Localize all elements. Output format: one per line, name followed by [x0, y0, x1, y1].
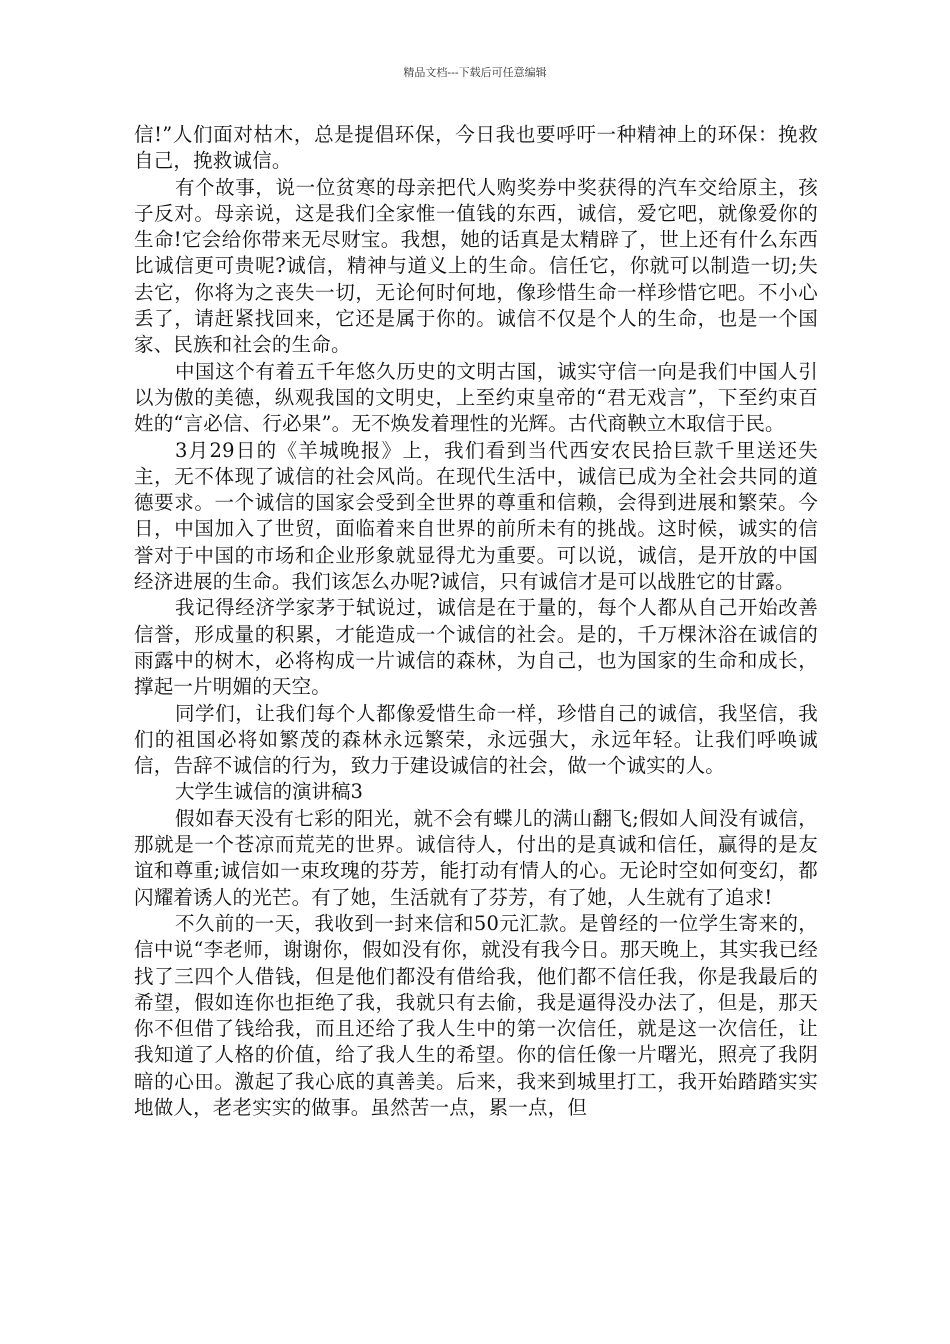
section-title: 大学生诚信的演讲稿3 [174, 780, 363, 804]
paragraph-8: 不久前的一天，我收到一封来信和50元汇款。是曾经的一位学生寄来的，信中说“李老师，谢谢你，假如没有你，就没有我今日。那天晚上，其实我已经找了三四个人借钱，但是他们都没有借给我，他们都不信任我，你是我最后的希望，假如连你也拒绝了我，我就只有去偷，我是逼得没办法了，但是，那天你不但借了钱给我，而且还给了我人生中的第一次信任，就是这一次信任，让我知道了人格的价值，给了我人生的希望。你的信任像一片曙光，照亮了我阴暗的心田。激起了我心底的真善美。后来，我来到城里打工，我开始踏踏实实地做人，老老实实的做事。虽然苦一点，累一点，但 [134, 911, 818, 1119]
paragraph-6: 同学们，让我们每个人都像爱惜生命一样，珍惜自己的诚信，我坚信，我们的祖国必将如繁茂的森林永远繁荣，永远强大，永远年轻。让我们呼唤诚信，告辞不诚信的行为，致力于建设诚信的社会，做一个诚实的人。 [134, 701, 818, 778]
paragraph-7: 假如春天没有七彩的阳光，就不会有蝶儿的满山翻飞;假如人间没有诚信，那就是一个苍凉而荒芜的世界。诚信待人，付出的是真诚和信任，赢得的是友谊和尊重;诚信如一束玫瑰的芬芳，能打动有情人的心。无论时空如何变幻，都闪耀着诱人的光芒。有了她，生活就有了芬芳，有了她，人生就有了追求! [134, 806, 818, 909]
page-header: 精品文档---下载后可任意编辑 [403, 66, 547, 79]
paragraph-4: 3月29日的《羊城晚报》上，我们看到当代西安农民拾巨款千里送还失主，无不体现了诚信的社会风尚。在现代生活中，诚信已成为全社会共同的道德要求。一个诚信的国家会受到全世界的尊重和信赖，会得到进展和繁荣。今日，中国加入了世贸，面临着来自世界的前所未有的挑战。这时候，诚实的信誉对于中国的市场和企业形象就显得尤为重要。可以说，诚信，是开放的中国经济进展的生命。我们该怎么办呢?诚信，只有诚信才是可以战胜它的甘露。 [134, 438, 818, 594]
paragraph-2: 有个故事，说一位贫寒的母亲把代人购奖券中奖获得的汽车交给原主，孩子反对。母亲说，这是我们全家惟一值钱的东西，诚信，爱它吧，就像爱你的生命!它会给你带来无尽财宝。我想，她的话真是太精辟了，世上还有什么东西比诚信更可贵呢?诚信，精神与道义上的生命。信任它，你就可以制造一切;失去它，你将为之丧失一切，无论何时何地，像珍惜生命一样珍惜它吧。不小心丢了，请赶紧找回来，它还是属于你的。诚信不仅是个人的生命，也是一个国家、民族和社会的生命。 [134, 175, 818, 357]
paragraph-5: 我记得经济学家茅于轼说过，诚信是在于量的，每个人都从自己开始改善信誉，形成量的积累，才能造成一个诚信的社会。是的，千万棵沐浴在诚信的雨露中的树木，必将构成一片诚信的森林，为自己，也为国家的生命和成长，撑起一片明媚的天空。 [134, 596, 818, 699]
paragraph-3: 中国这个有着五千年悠久历史的文明古国，诚实守信一向是我们中国人引以为傲的美德，纵观我国的文明史，上至约束皇帝的“君无戏言”，下至约束百姓的“言必信、行必果”。无不焕发着理性的光辉。古代商鞅立木取信于民。 [134, 359, 818, 436]
paragraph-1: 信!”人们面对枯木，总是提倡环保，今日我也要呼吁一种精神上的环保：挽救自己，挽救诚信。 [134, 123, 818, 173]
document-body [134, 122, 818, 1121]
